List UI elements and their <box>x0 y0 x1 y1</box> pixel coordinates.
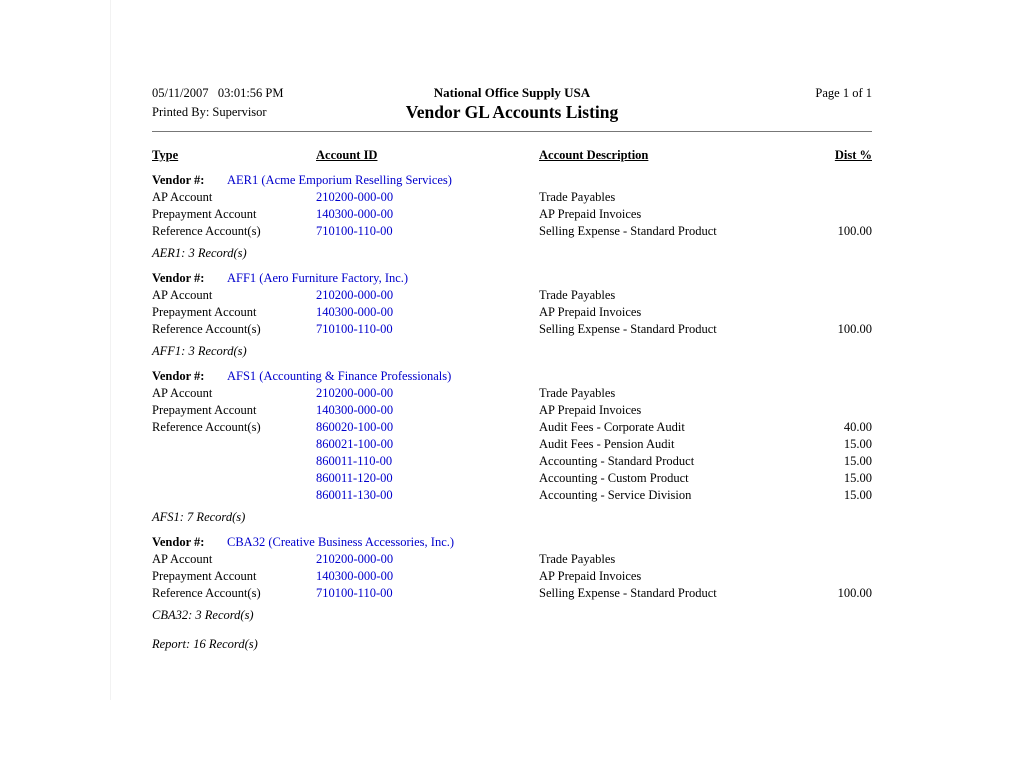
vendor-row <box>152 368 872 385</box>
account-row <box>152 189 872 206</box>
vendor-link[interactable]: CBA32 (Creative Business Accessories, Inc.) <box>227 535 455 549</box>
header-divider <box>152 131 872 132</box>
account-id-link[interactable]: 210200-000-00 <box>316 190 394 204</box>
page-edge-line <box>110 0 111 700</box>
account-description: Selling Expense - Standard Product <box>539 224 717 238</box>
vendor-record-count: AER1: 3 Record(s) <box>152 246 247 260</box>
account-description: Trade Payables <box>539 288 616 302</box>
account-row <box>152 487 872 504</box>
account-type-label <box>152 470 316 487</box>
account-row <box>152 470 872 487</box>
dist-percent-value <box>782 206 872 223</box>
account-description: Trade Payables <box>539 190 616 204</box>
dist-percent-value: 100.00 <box>837 322 872 336</box>
account-id-link[interactable]: 860011-110-00 <box>316 454 393 468</box>
account-row <box>152 551 872 568</box>
account-id-link[interactable]: 860011-130-00 <box>316 488 393 502</box>
account-row <box>152 304 872 321</box>
report-record-count: Report: 16 Record(s) <box>152 637 258 651</box>
account-row <box>152 287 872 304</box>
vendor-row <box>152 534 872 551</box>
account-type-label: AP Account <box>152 288 213 302</box>
account-row <box>152 453 872 470</box>
dist-percent-value: 100.00 <box>837 224 872 238</box>
dist-percent-value: 15.00 <box>843 454 872 468</box>
vendor-block-aer1 <box>152 172 872 262</box>
account-type-label: Prepayment Account <box>152 403 257 417</box>
account-type-label: Reference Account(s) <box>152 224 261 238</box>
dist-percent-value: 15.00 <box>843 488 872 502</box>
account-description: Accounting - Standard Product <box>539 454 695 468</box>
account-description: AP Prepaid Invoices <box>539 305 642 319</box>
account-row <box>152 206 872 223</box>
page-number: Page 1 of 1 <box>815 86 872 100</box>
account-row <box>152 402 872 419</box>
account-row <box>152 385 872 402</box>
vendor-row <box>152 270 872 287</box>
account-type-label: Prepayment Account <box>152 569 257 583</box>
dist-percent-value <box>782 287 872 304</box>
report-title: Vendor GL Accounts Listing <box>405 102 619 122</box>
account-id-link[interactable]: 210200-000-00 <box>316 552 394 566</box>
account-row <box>152 419 872 436</box>
company-name: National Office Supply USA <box>433 85 591 100</box>
vendor-link[interactable]: AFS1 (Accounting & Finance Professionals) <box>227 369 452 383</box>
account-id-link[interactable]: 710100-110-00 <box>316 586 393 600</box>
account-description: Trade Payables <box>539 552 616 566</box>
vendor-block-afs1 <box>152 368 872 526</box>
account-type-label: AP Account <box>152 190 213 204</box>
account-description: AP Prepaid Invoices <box>539 207 642 221</box>
dist-percent-value <box>782 304 872 321</box>
account-type-label <box>152 487 316 504</box>
dist-percent-value: 15.00 <box>843 437 872 451</box>
account-row <box>152 436 872 453</box>
account-description: AP Prepaid Invoices <box>539 403 642 417</box>
print-datetime: 05/11/2007 03:01:56 PM <box>152 86 284 100</box>
vendor-link[interactable]: AFF1 (Aero Furniture Factory, Inc.) <box>227 271 409 285</box>
account-description: Audit Fees - Corporate Audit <box>539 420 685 434</box>
vendor-number-label: Vendor #: <box>152 369 205 383</box>
column-header-account-description: Account Description <box>539 148 649 162</box>
account-type-label: Prepayment Account <box>152 207 257 221</box>
report-header-right <box>632 84 872 122</box>
account-id-link[interactable]: 140300-000-00 <box>316 569 394 583</box>
account-description: Selling Expense - Standard Product <box>539 322 717 336</box>
account-type-label: Reference Account(s) <box>152 420 261 434</box>
account-id-link[interactable]: 140300-000-00 <box>316 305 394 319</box>
report-header <box>152 84 872 122</box>
account-type-label <box>152 453 316 470</box>
vendor-record-count: AFS1: 7 Record(s) <box>152 510 246 524</box>
account-type-label <box>152 436 316 453</box>
account-type-label: Prepayment Account <box>152 305 257 319</box>
dist-percent-value: 15.00 <box>843 471 872 485</box>
dist-percent-value <box>782 402 872 419</box>
account-id-link[interactable]: 140300-000-00 <box>316 207 394 221</box>
column-header-row <box>152 147 872 164</box>
account-id-link[interactable]: 860011-120-00 <box>316 471 393 485</box>
account-id-link[interactable]: 140300-000-00 <box>316 403 394 417</box>
vendor-block-aff1 <box>152 270 872 360</box>
account-description: Selling Expense - Standard Product <box>539 586 717 600</box>
account-id-link[interactable]: 710100-110-00 <box>316 224 393 238</box>
dist-percent-value: 40.00 <box>843 420 872 434</box>
account-description: Trade Payables <box>539 386 616 400</box>
account-row <box>152 568 872 585</box>
account-description: AP Prepaid Invoices <box>539 569 642 583</box>
vendor-row <box>152 172 872 189</box>
account-id-link[interactable]: 860020-100-00 <box>316 420 394 434</box>
vendor-number-label: Vendor #: <box>152 271 205 285</box>
account-id-link[interactable]: 710100-110-00 <box>316 322 393 336</box>
dist-percent-value <box>782 568 872 585</box>
vendor-block-cba32 <box>152 534 872 624</box>
column-header-account-id: Account ID <box>316 148 378 162</box>
account-description: Accounting - Custom Product <box>539 471 689 485</box>
account-id-link[interactable]: 860021-100-00 <box>316 437 394 451</box>
account-type-label: AP Account <box>152 552 213 566</box>
account-id-link[interactable]: 210200-000-00 <box>316 386 394 400</box>
account-type-label: Reference Account(s) <box>152 322 261 336</box>
account-description: Audit Fees - Pension Audit <box>539 437 675 451</box>
vendor-number-label: Vendor #: <box>152 173 205 187</box>
dist-percent-value <box>782 385 872 402</box>
dist-percent-value: 100.00 <box>837 586 872 600</box>
dist-percent-value <box>782 551 872 568</box>
column-header-type: Type <box>152 148 179 162</box>
printed-by: Printed By: Supervisor <box>152 105 267 119</box>
account-row <box>152 321 872 338</box>
account-id-link[interactable]: 210200-000-00 <box>316 288 394 302</box>
account-row <box>152 585 872 602</box>
account-type-label: Reference Account(s) <box>152 586 261 600</box>
vendor-number-label: Vendor #: <box>152 535 205 549</box>
column-header-dist-percent: Dist % <box>834 148 872 162</box>
vendor-gl-accounts-report <box>152 84 872 653</box>
report-header-left <box>152 84 392 122</box>
report-header-center <box>392 84 632 122</box>
vendor-record-count: CBA32: 3 Record(s) <box>152 608 254 622</box>
account-type-label: AP Account <box>152 386 213 400</box>
dist-percent-value <box>782 189 872 206</box>
account-description: Accounting - Service Division <box>539 488 692 502</box>
vendor-record-count: AFF1: 3 Record(s) <box>152 344 247 358</box>
vendor-link[interactable]: AER1 (Acme Emporium Reselling Services) <box>227 173 452 187</box>
account-row <box>152 223 872 240</box>
